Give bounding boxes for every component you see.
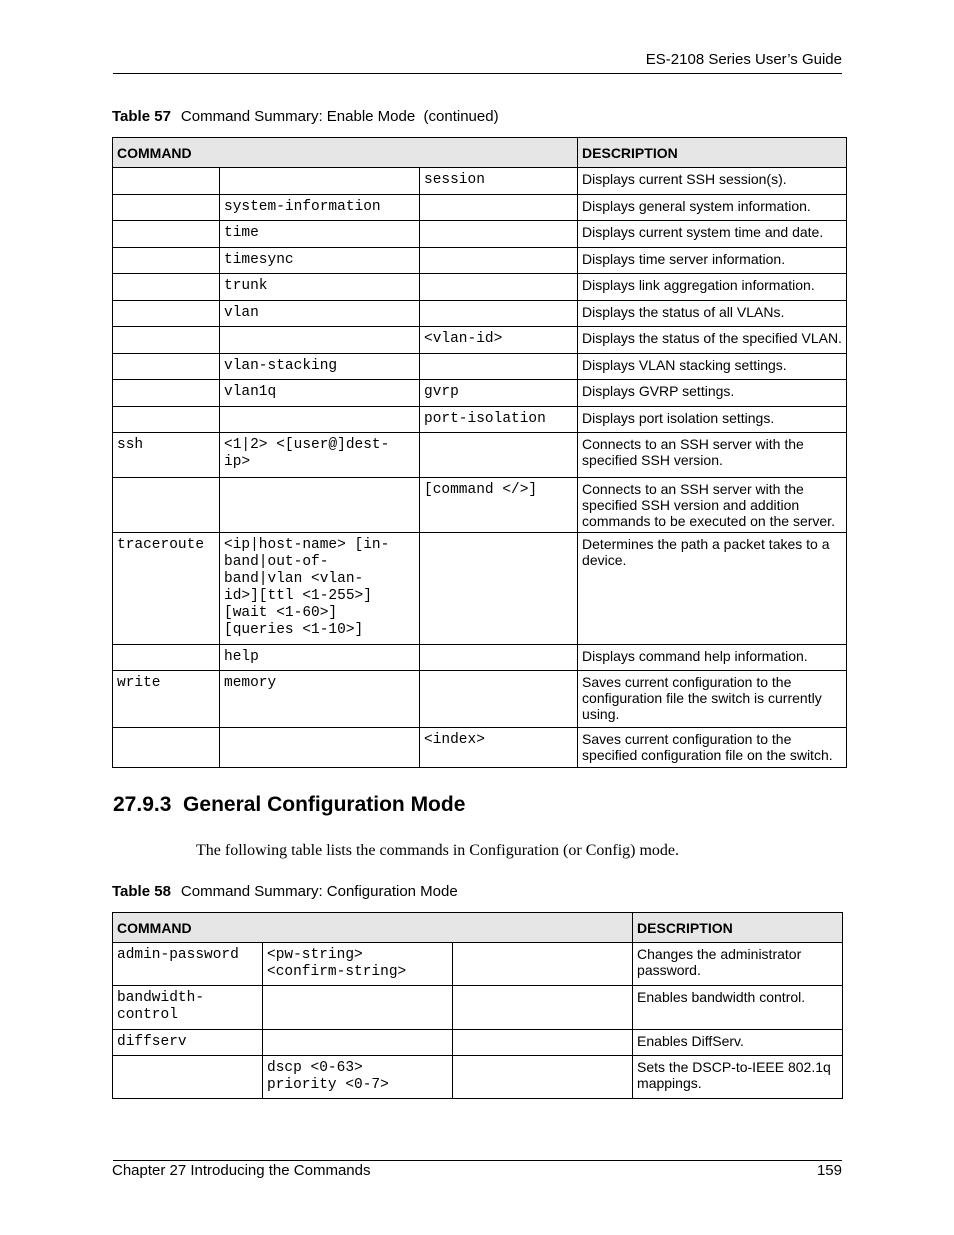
description-cell: Saves current configuration to the configuration file the switch is currently using.: [578, 671, 847, 728]
description-cell: Displays the status of the specified VLAN.: [578, 327, 847, 354]
command-cell-1: [113, 274, 220, 301]
command-cell-2: system-information: [220, 195, 420, 221]
command-cell-3: session: [420, 168, 578, 195]
command-cell-1: traceroute: [113, 533, 220, 645]
command-cell-2: [220, 327, 420, 354]
table-row: [113, 1030, 843, 1056]
table-row: [113, 533, 847, 645]
table-58-header-row: [113, 913, 843, 943]
description-cell: Enables DiffServ.: [633, 1030, 843, 1056]
command-cell-3: [420, 301, 578, 327]
command-cell-1: [113, 248, 220, 274]
description-cell: Changes the administrator password.: [633, 943, 843, 986]
description-cell: Connects to an SSH server with the specified SSH version and addition commands to be executed on the server.: [578, 478, 847, 533]
command-cell-3: gvrp: [420, 380, 578, 407]
command-cell-2: timesync: [220, 248, 420, 274]
command-cell-2: dscp <0-63> priority <0-7>: [263, 1056, 453, 1099]
command-cell-1: [113, 380, 220, 407]
table-57-title: Command Summary: Enable Mode (continued): [180, 108, 499, 125]
table-row: [113, 728, 847, 768]
command-cell-1: write: [113, 671, 220, 728]
description-cell: Displays current system time and date.: [578, 221, 847, 248]
command-cell-1: [113, 728, 220, 768]
footer-page-number: 159: [816, 1162, 842, 1179]
command-cell-1: ssh: [113, 433, 220, 478]
footer-rule: [113, 1160, 842, 1161]
header-rule: [113, 73, 842, 74]
description-cell: Determines the path a packet takes to a device.: [578, 533, 847, 645]
command-cell-3: [420, 274, 578, 301]
command-cell-2: [220, 407, 420, 433]
table-row: [113, 274, 847, 301]
description-cell: Saves current configuration to the specified configuration file on the switch.: [578, 728, 847, 768]
table-row: [113, 986, 843, 1030]
table-57: [112, 137, 847, 768]
command-cell-2: [220, 168, 420, 195]
table-58-label: Table 58: [112, 883, 171, 900]
table-row: [113, 221, 847, 248]
command-cell-1: [113, 354, 220, 380]
command-cell-2: <1|2> <[user@]dest- ip>: [220, 433, 420, 478]
table-57-header-row: [113, 138, 847, 168]
command-cell-3: [420, 354, 578, 380]
table-row: [113, 407, 847, 433]
description-cell: Displays general system information.: [578, 195, 847, 221]
command-cell-1: [113, 327, 220, 354]
running-header: ES-2108 Series User’s Guide: [645, 51, 842, 68]
command-cell-3: [420, 433, 578, 478]
table-row: [113, 248, 847, 274]
command-cell-1: admin-password: [113, 943, 263, 986]
table-57-command-header: COMMAND: [113, 138, 578, 168]
table-58-description-header: DESCRIPTION: [633, 913, 843, 943]
command-cell-2: trunk: [220, 274, 420, 301]
table-row: [113, 195, 847, 221]
command-cell-2: [220, 728, 420, 768]
table-row: [113, 1056, 843, 1099]
command-cell-1: [113, 195, 220, 221]
description-cell: Displays port isolation settings.: [578, 407, 847, 433]
command-cell-2: [220, 478, 420, 533]
table-row: [113, 354, 847, 380]
footer-chapter: Chapter 27 Introducing the Commands: [112, 1162, 371, 1179]
command-cell-3: [420, 645, 578, 671]
table-row: [113, 380, 847, 407]
table-row: [113, 943, 843, 986]
command-cell-3: [420, 671, 578, 728]
command-cell-2: vlan: [220, 301, 420, 327]
description-cell: Sets the DSCP-to-IEEE 802.1q mappings.: [633, 1056, 843, 1099]
table-row: [113, 478, 847, 533]
description-cell: Connects to an SSH server with the specified SSH version.: [578, 433, 847, 478]
table-row: [113, 433, 847, 478]
command-cell-3: [420, 195, 578, 221]
table-58-title: Command Summary: Configuration Mode: [180, 883, 458, 900]
table-57-caption: [112, 108, 499, 125]
description-cell: Displays link aggregation information.: [578, 274, 847, 301]
command-cell-3: <vlan-id>: [420, 327, 578, 354]
command-cell-1: [113, 407, 220, 433]
command-cell-1: [113, 478, 220, 533]
description-cell: Displays time server information.: [578, 248, 847, 274]
table-row: [113, 645, 847, 671]
command-cell-3: [453, 943, 633, 986]
command-cell-3: [command </>]: [420, 478, 578, 533]
table-row: [113, 168, 847, 195]
table-row: [113, 671, 847, 728]
command-cell-1: [113, 301, 220, 327]
command-cell-3: <index>: [420, 728, 578, 768]
command-cell-1: [113, 221, 220, 248]
table-58-caption: [112, 883, 458, 900]
command-cell-1: [113, 1056, 263, 1099]
table-58-command-header: COMMAND: [113, 913, 633, 943]
table-row: [113, 301, 847, 327]
section-intro: The following table lists the commands in Configuration (or Config) mode.: [196, 842, 680, 859]
command-cell-1: bandwidth- control: [113, 986, 263, 1030]
description-cell: Displays GVRP settings.: [578, 380, 847, 407]
command-cell-2: <ip|host-name> [in- band|out-of- band|vlan <vlan- id>][ttl <1-255>] [wait <1-60>] [queries <1-10>]: [220, 533, 420, 645]
command-cell-2: vlan1q: [220, 380, 420, 407]
description-cell: Displays VLAN stacking settings.: [578, 354, 847, 380]
command-cell-2: memory: [220, 671, 420, 728]
command-cell-2: vlan-stacking: [220, 354, 420, 380]
description-cell: Displays current SSH session(s).: [578, 168, 847, 195]
table-row: [113, 327, 847, 354]
section-title: 27.9.3 General Configuration Mode: [113, 793, 466, 816]
table-57-label: Table 57: [112, 108, 171, 125]
command-cell-3: [420, 221, 578, 248]
command-cell-2: [263, 1030, 453, 1056]
command-cell-3: [453, 1056, 633, 1099]
command-cell-3: [420, 248, 578, 274]
command-cell-3: [453, 986, 633, 1030]
command-cell-1: diffserv: [113, 1030, 263, 1056]
command-cell-3: [453, 1030, 633, 1056]
table-58: [112, 912, 843, 1099]
description-cell: Displays the status of all VLANs.: [578, 301, 847, 327]
description-cell: Displays command help information.: [578, 645, 847, 671]
command-cell-1: [113, 168, 220, 195]
command-cell-2: [263, 986, 453, 1030]
command-cell-2: time: [220, 221, 420, 248]
command-cell-2: <pw-string> <confirm-string>: [263, 943, 453, 986]
command-cell-3: [420, 533, 578, 645]
command-cell-2: help: [220, 645, 420, 671]
command-cell-3: port-isolation: [420, 407, 578, 433]
table-57-description-header: DESCRIPTION: [578, 138, 847, 168]
description-cell: Enables bandwidth control.: [633, 986, 843, 1030]
command-cell-1: [113, 645, 220, 671]
